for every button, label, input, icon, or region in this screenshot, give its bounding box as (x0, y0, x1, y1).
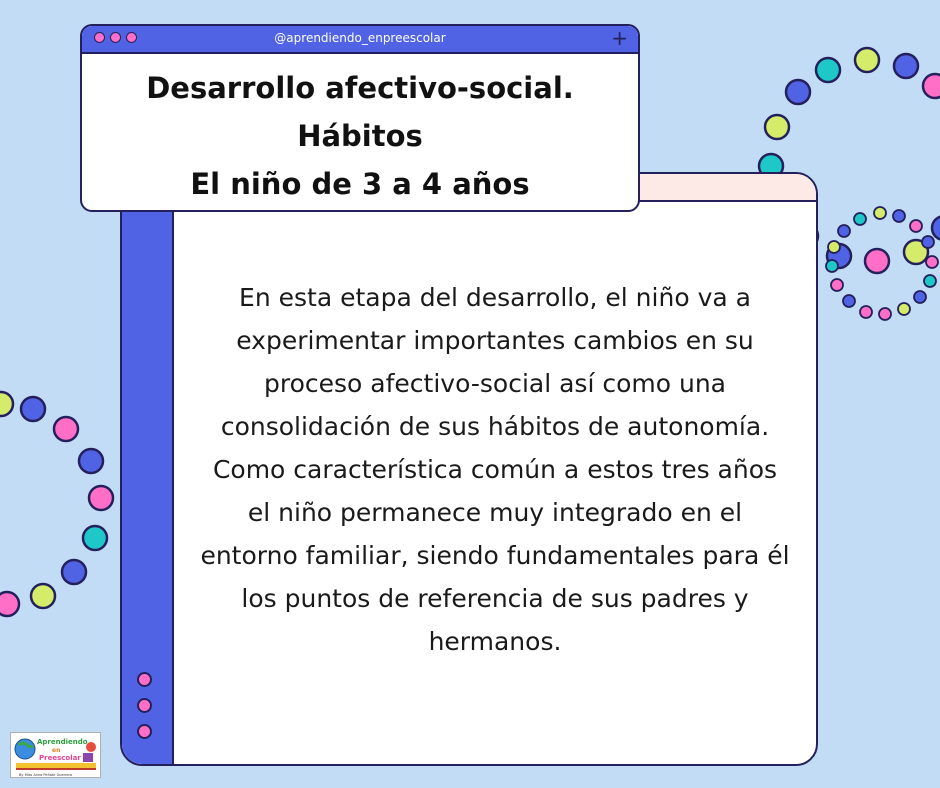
logo-graphic (11, 733, 100, 777)
side-dot (137, 698, 152, 713)
paragraph-intro: En esta etapa del desarrollo, el niño va a experimentar importantes cambios en su proceso afectivo-social así como una consolidación de sus hábitos de autonomía. (220, 283, 770, 441)
title-window (80, 24, 640, 212)
title-line: Desarrollo afectivo-social. (146, 71, 574, 105)
logo-text: en (52, 747, 61, 754)
title-line: El niño de 3 a 4 años (190, 167, 530, 201)
paragraph-family: Como característica común a estos tres años el niño permanece muy integrado en el entorno familiar, siendo fundamentales para él los puntos de referencia de sus padres y hermanos. (200, 455, 790, 656)
body-text (200, 276, 790, 663)
logo-text: Preescolar (39, 754, 81, 762)
brand-logo (10, 732, 101, 778)
window-titlebar (82, 26, 638, 54)
title-line: Hábitos (297, 119, 423, 153)
plus-icon: + (611, 26, 628, 50)
side-dot (137, 672, 152, 687)
side-dot (137, 724, 152, 739)
account-handle: @aprendiendo_enpreescolar (274, 31, 446, 45)
page-title (82, 64, 638, 208)
logo-credit: By Miss Anna Peñate Guerrero (19, 773, 73, 777)
logo-text: Aprendiendo (37, 738, 88, 746)
card-side-bar (122, 174, 174, 764)
